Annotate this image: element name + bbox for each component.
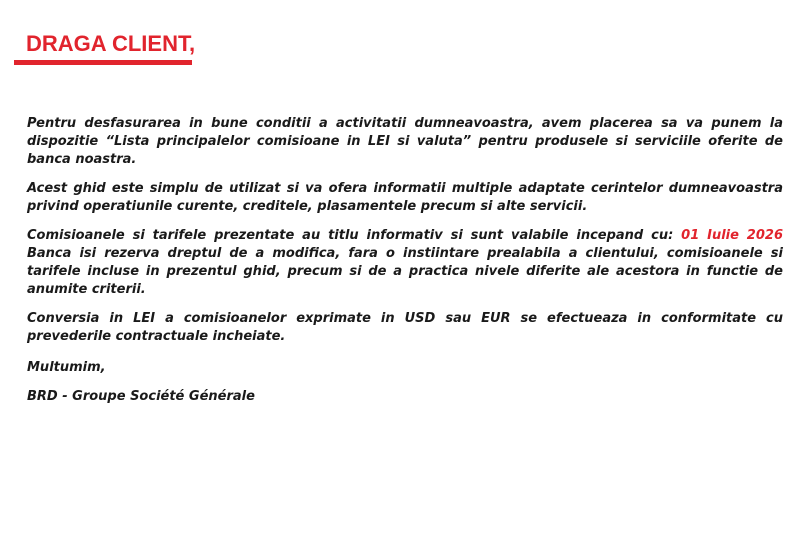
paragraph-validity	[27, 227, 783, 299]
paragraph-intro: Pentru desfasurarea in bune conditii a activitatii dumneavoastra, avem placerea sa va punem la dispozitie “Lista principalelor comisioane in LEI si valuta” pentru produsele si serviciile oferite de banca noastra.	[27, 116, 783, 167]
letter-body	[27, 115, 783, 357]
validity-date: 01 Iulie 2026	[681, 228, 783, 243]
letter-closing	[27, 359, 255, 417]
letter-header	[14, 30, 196, 65]
validity-text-before: Comisioanele si tarifele prezentate au titlu informativ si sunt valabile incepand cu:	[27, 228, 682, 243]
closing-signature: BRD - Groupe Société Générale	[27, 389, 255, 404]
paragraph-conversion: Conversia in LEI a comisioanelor exprimate in USD sau EUR se efectueaza in conformitate cu prevederile contractuale incheiate.	[27, 311, 783, 344]
validity-text-after: Banca isi rezerva dreptul de a modifica, fara o instiintare prealabila a clientului, comisioanele si tarifele incluse in prezentul ghid, precum si de a practica nivele diferite ale acestora in functie de anumite criterii.	[27, 246, 783, 297]
page-title: DRAGA CLIENT,	[26, 31, 196, 56]
closing-thanks: Multumim,	[27, 360, 106, 375]
paragraph-guide: Acest ghid este simplu de utilizat si va ofera informatii multiple adaptate cerintelor dumneavoastra privind operatiunile curente, creditele, plasamentele precum si alte servicii.	[27, 181, 783, 214]
title-underline	[14, 60, 192, 65]
